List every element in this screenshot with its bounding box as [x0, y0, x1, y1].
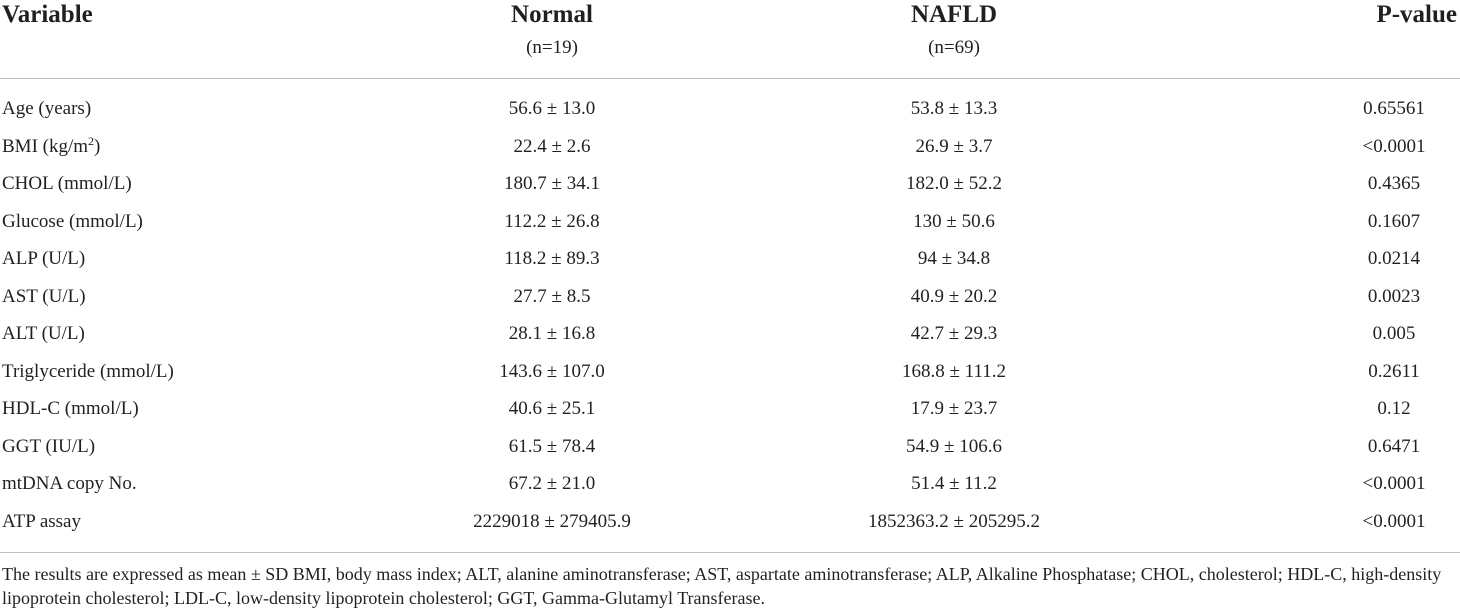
cell-pvalue: <0.0001 — [1362, 473, 1426, 494]
table-row — [0, 465, 1460, 503]
cell-nafld: 51.4 ± 11.2 — [911, 473, 997, 494]
cell-pvalue: 0.1607 — [1367, 210, 1421, 232]
cell-normal: 143.6 ± 107.0 — [499, 360, 605, 382]
cell-normal: 28.1 ± 16.8 — [508, 323, 596, 344]
cell-normal: 67.2 ± 21.0 — [508, 473, 596, 494]
cell-variable: ALP (U/L) — [2, 248, 86, 269]
header-normal-n: (n=19) — [526, 37, 578, 58]
cell-pvalue: 0.6471 — [1367, 435, 1421, 457]
cell-normal: 61.5 ± 78.4 — [508, 435, 596, 457]
cell-pvalue: 0.0023 — [1367, 285, 1421, 307]
footer-rule — [0, 552, 1460, 553]
cell-variable: ALT (U/L) — [2, 323, 85, 344]
cell-pvalue: 0.65561 — [1363, 98, 1425, 119]
table-row — [0, 165, 1460, 203]
cell-variable: ATP assay — [2, 510, 81, 532]
cell-variable: GGT (IU/L) — [2, 435, 96, 457]
cell-pvalue: 0.0214 — [1367, 248, 1421, 269]
table-row — [0, 278, 1460, 316]
cell-normal: 22.4 ± 2.6 — [513, 135, 591, 157]
cell-nafld: 168.8 ± 111.2 — [901, 360, 1007, 382]
cell-normal: 56.6 ± 13.0 — [508, 98, 596, 119]
cell-nafld: 42.7 ± 29.3 — [910, 323, 998, 344]
cell-variable: Triglyceride (mmol/L) — [2, 360, 174, 382]
cell-variable: mtDNA copy No. — [2, 473, 137, 494]
cell-normal: 112.2 ± 26.8 — [504, 210, 600, 232]
table-header — [0, 0, 1460, 78]
cell-variable: Age (years) — [2, 98, 92, 119]
cell-pvalue: 0.4365 — [1367, 173, 1421, 194]
header-nafld: NAFLD — [910, 1, 998, 28]
cell-nafld: 130 ± 50.6 — [913, 210, 995, 232]
cell-variable: Glucose (mmol/L) — [2, 210, 143, 232]
cell-normal: 118.2 ± 89.3 — [504, 248, 600, 269]
cell-variable: AST (U/L) — [2, 285, 86, 307]
cell-normal: 2229018 ± 279405.9 — [473, 510, 631, 532]
cell-pvalue: 0.005 — [1372, 323, 1416, 344]
table-row — [0, 428, 1460, 466]
cell-variable: CHOL (mmol/L) — [2, 173, 132, 194]
cell-normal: 27.7 ± 8.5 — [513, 285, 591, 307]
cell-pvalue: <0.0001 — [1362, 510, 1426, 532]
cell-variable: HDL-C (mmol/L) — [2, 398, 139, 419]
cell-variable — [2, 128, 100, 166]
cell-nafld: 17.9 ± 23.7 — [910, 398, 998, 419]
cell-nafld: 26.9 ± 3.7 — [915, 135, 993, 157]
table-row — [0, 128, 1460, 166]
header-normal: Normal — [511, 1, 593, 28]
cell-nafld: 53.8 ± 13.3 — [910, 98, 998, 119]
cell-normal: 180.7 ± 34.1 — [504, 173, 600, 194]
header-rule — [0, 78, 1460, 79]
header-variable: Variable — [2, 1, 93, 28]
cell-nafld: 182.0 ± 52.2 — [906, 173, 1002, 194]
cell-variable-sup: 2 — [88, 133, 95, 148]
table-row — [0, 315, 1460, 353]
cell-pvalue: 0.2611 — [1368, 360, 1420, 382]
table-row — [0, 90, 1460, 128]
table-footnote: The results are expressed as mean ± SD BMI, body mass index; ALT, alanine aminotransferase; AST, aspartate aminotransferase; ALP, Alkaline Phosphatase; CHOL, cholesterol; HDL-C, high-density lipoprotein cholesterol; LDL-C, low-density lipoprotein cholesterol; GGT, Gamma-Glutamyl Transferase. — [2, 564, 1442, 608]
table-row — [0, 353, 1460, 391]
cell-pvalue: 0.12 — [1377, 398, 1411, 419]
table-body — [0, 90, 1460, 540]
header-pvalue: P-value — [1376, 1, 1457, 28]
cell-variable-text: BMI (kg/m — [2, 135, 89, 157]
cell-nafld: 1852363.2 ± 205295.2 — [868, 510, 1040, 532]
table-row — [0, 203, 1460, 241]
cell-nafld: 54.9 ± 106.6 — [906, 435, 1002, 457]
table-row — [0, 503, 1460, 541]
cell-pvalue: <0.0001 — [1362, 135, 1426, 157]
table-row — [0, 390, 1460, 428]
cell-nafld: 94 ± 34.8 — [917, 248, 991, 269]
table-row — [0, 240, 1460, 278]
cell-normal: 40.6 ± 25.1 — [508, 398, 596, 419]
cell-nafld: 40.9 ± 20.2 — [910, 285, 998, 307]
header-nafld-n: (n=69) — [928, 37, 980, 58]
cell-variable-close: ) — [94, 135, 101, 157]
